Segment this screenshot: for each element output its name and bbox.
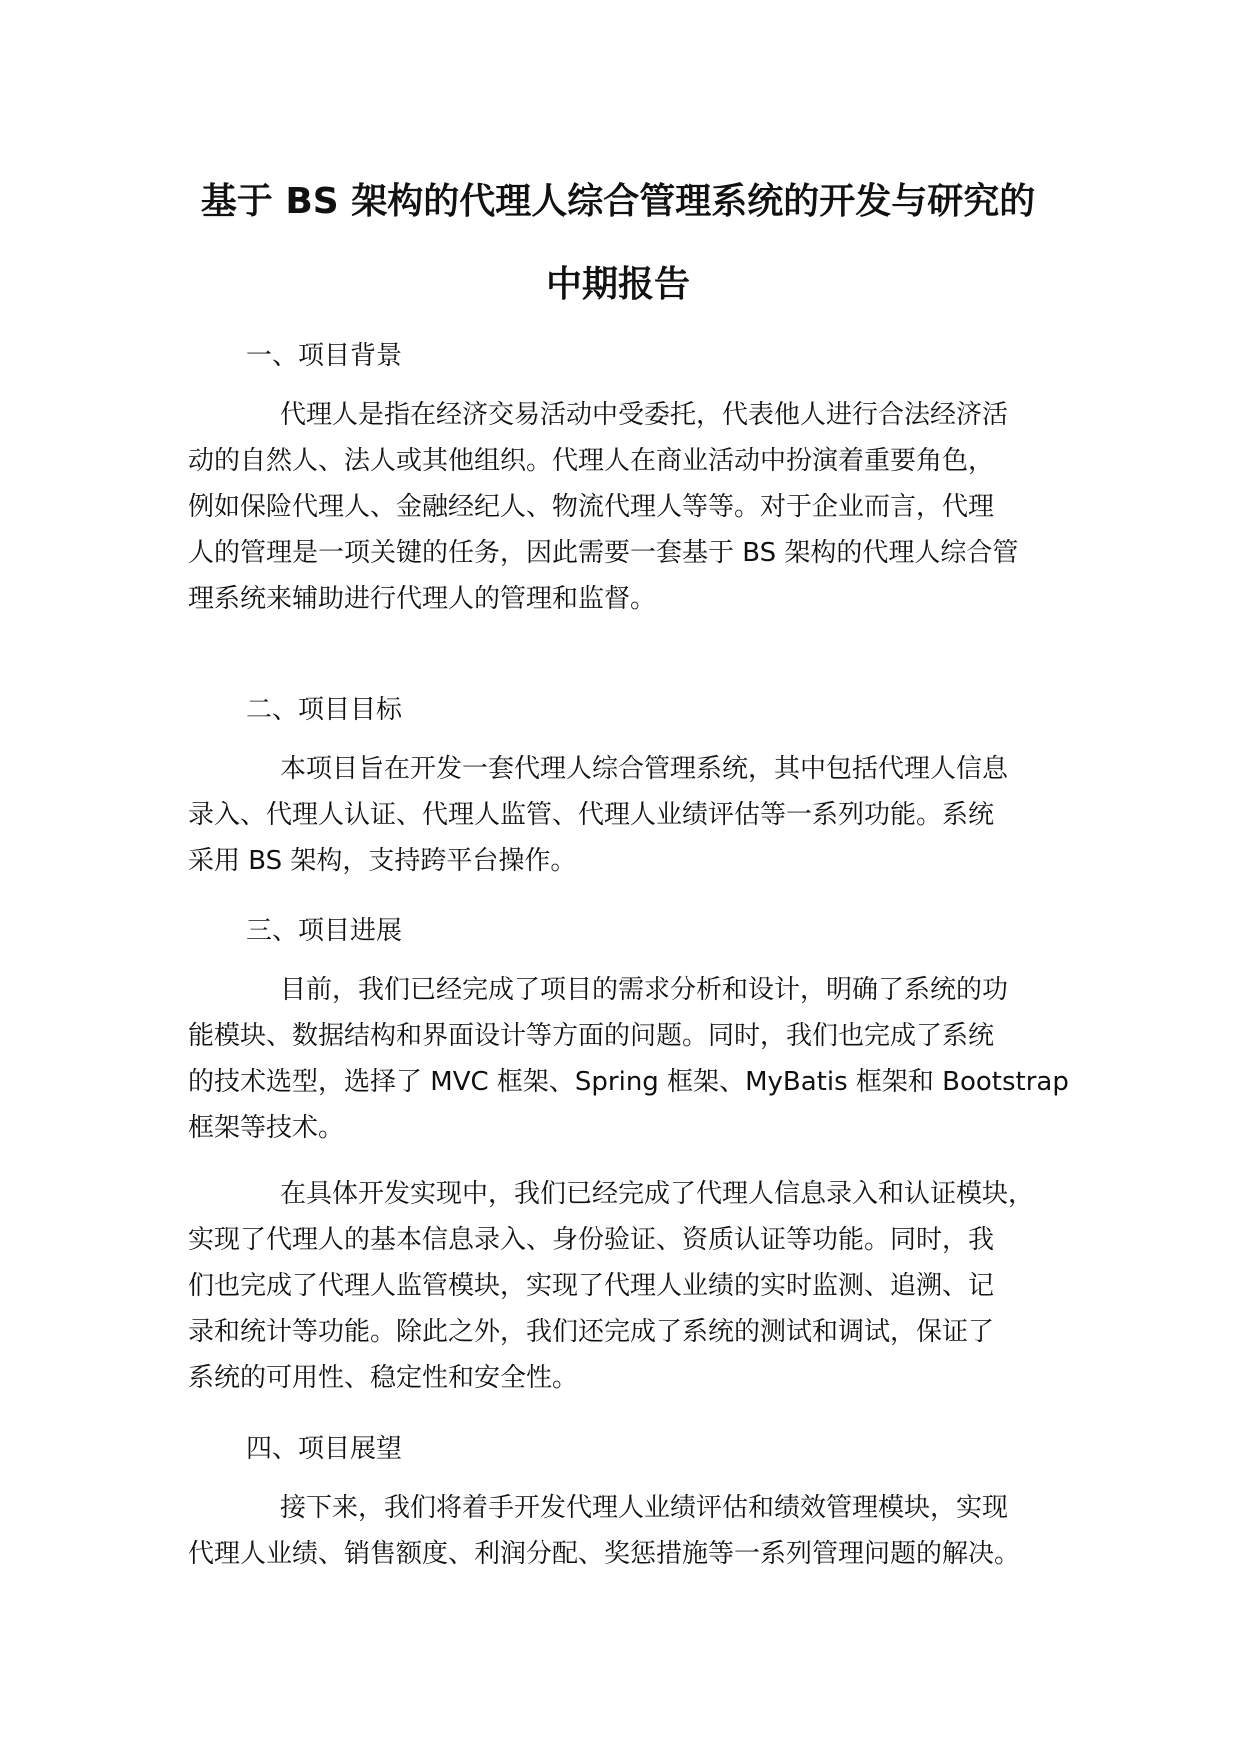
document-title-line-1: 基于 BS 架构的代理人综合管理系统的开发与研究的 <box>200 181 1036 222</box>
paragraph-line: 实现了代理人的基本信息录入、身份验证、资质认证等功能。同时，我 <box>188 1225 995 1255</box>
paragraph-line: 本项目旨在开发一套代理人综合管理系统，其中包括代理人信息 <box>280 754 1009 784</box>
paragraph-background <box>188 392 1068 622</box>
paragraph-line: 例如保险代理人、金融经纪人、物流代理人等等。对于企业而言，代理 <box>188 492 995 522</box>
section-heading-progress: 三、项目进展 <box>246 916 403 946</box>
paragraph-line: 动的自然人、法人或其他组织。代理人在商业活动中扮演着重要角色， <box>188 446 995 476</box>
paragraph-line: 接下来，我们将着手开发代理人业绩评估和绩效管理模块，实现 <box>280 1493 1009 1523</box>
paragraph-goals <box>188 746 1068 884</box>
paragraph-line: 代理人业绩、销售额度、利润分配、奖惩措施等一系列管理问题的解决。 <box>188 1539 1021 1569</box>
section-heading-goals: 二、项目目标 <box>246 695 403 725</box>
paragraph-line: 在具体开发实现中，我们已经完成了代理人信息录入和认证模块， <box>280 1179 1035 1209</box>
section-heading-background: 一、项目背景 <box>246 341 403 371</box>
paragraph-progress-1 <box>188 967 1068 1151</box>
paragraph-outlook <box>188 1485 1068 1577</box>
paragraph-line: 人的管理是一项关键的任务，因此需要一套基于 BS 架构的代理人综合管 <box>188 538 1019 568</box>
section-heading-outlook: 四、项目展望 <box>246 1434 403 1464</box>
paragraph-line: 理系统来辅助进行代理人的管理和监督。 <box>188 584 657 614</box>
paragraph-line: 系统的可用性、稳定性和安全性。 <box>188 1363 579 1393</box>
paragraph-line: 能模块、数据结构和界面设计等方面的问题。同时，我们也完成了系统 <box>188 1021 995 1051</box>
paragraph-line: 录和统计等功能。除此之外，我们还完成了系统的测试和调试，保证了 <box>188 1317 995 1347</box>
paragraph-line: 的技术选型，选择了 MVC 框架、Spring 框架、MyBatis 框架和 Bootstrap <box>188 1067 1069 1097</box>
paragraph-line: 采用 BS 架构，支持跨平台操作。 <box>188 846 577 876</box>
paragraph-progress-2 <box>188 1171 1068 1401</box>
document-title-line-2: 中期报告 <box>545 264 690 305</box>
paragraph-line: 录入、代理人认证、代理人监管、代理人业绩评估等一系列功能。系统 <box>188 800 995 830</box>
paragraph-line: 们也完成了代理人监管模块，实现了代理人业绩的实时监测、追溯、记 <box>188 1271 995 1301</box>
paragraph-line: 目前，我们已经完成了项目的需求分析和设计，明确了系统的功 <box>280 975 1009 1005</box>
paragraph-line: 框架等技术。 <box>188 1113 345 1143</box>
paragraph-line: 代理人是指在经济交易活动中受委托，代表他人进行合法经济活 <box>280 400 1009 430</box>
